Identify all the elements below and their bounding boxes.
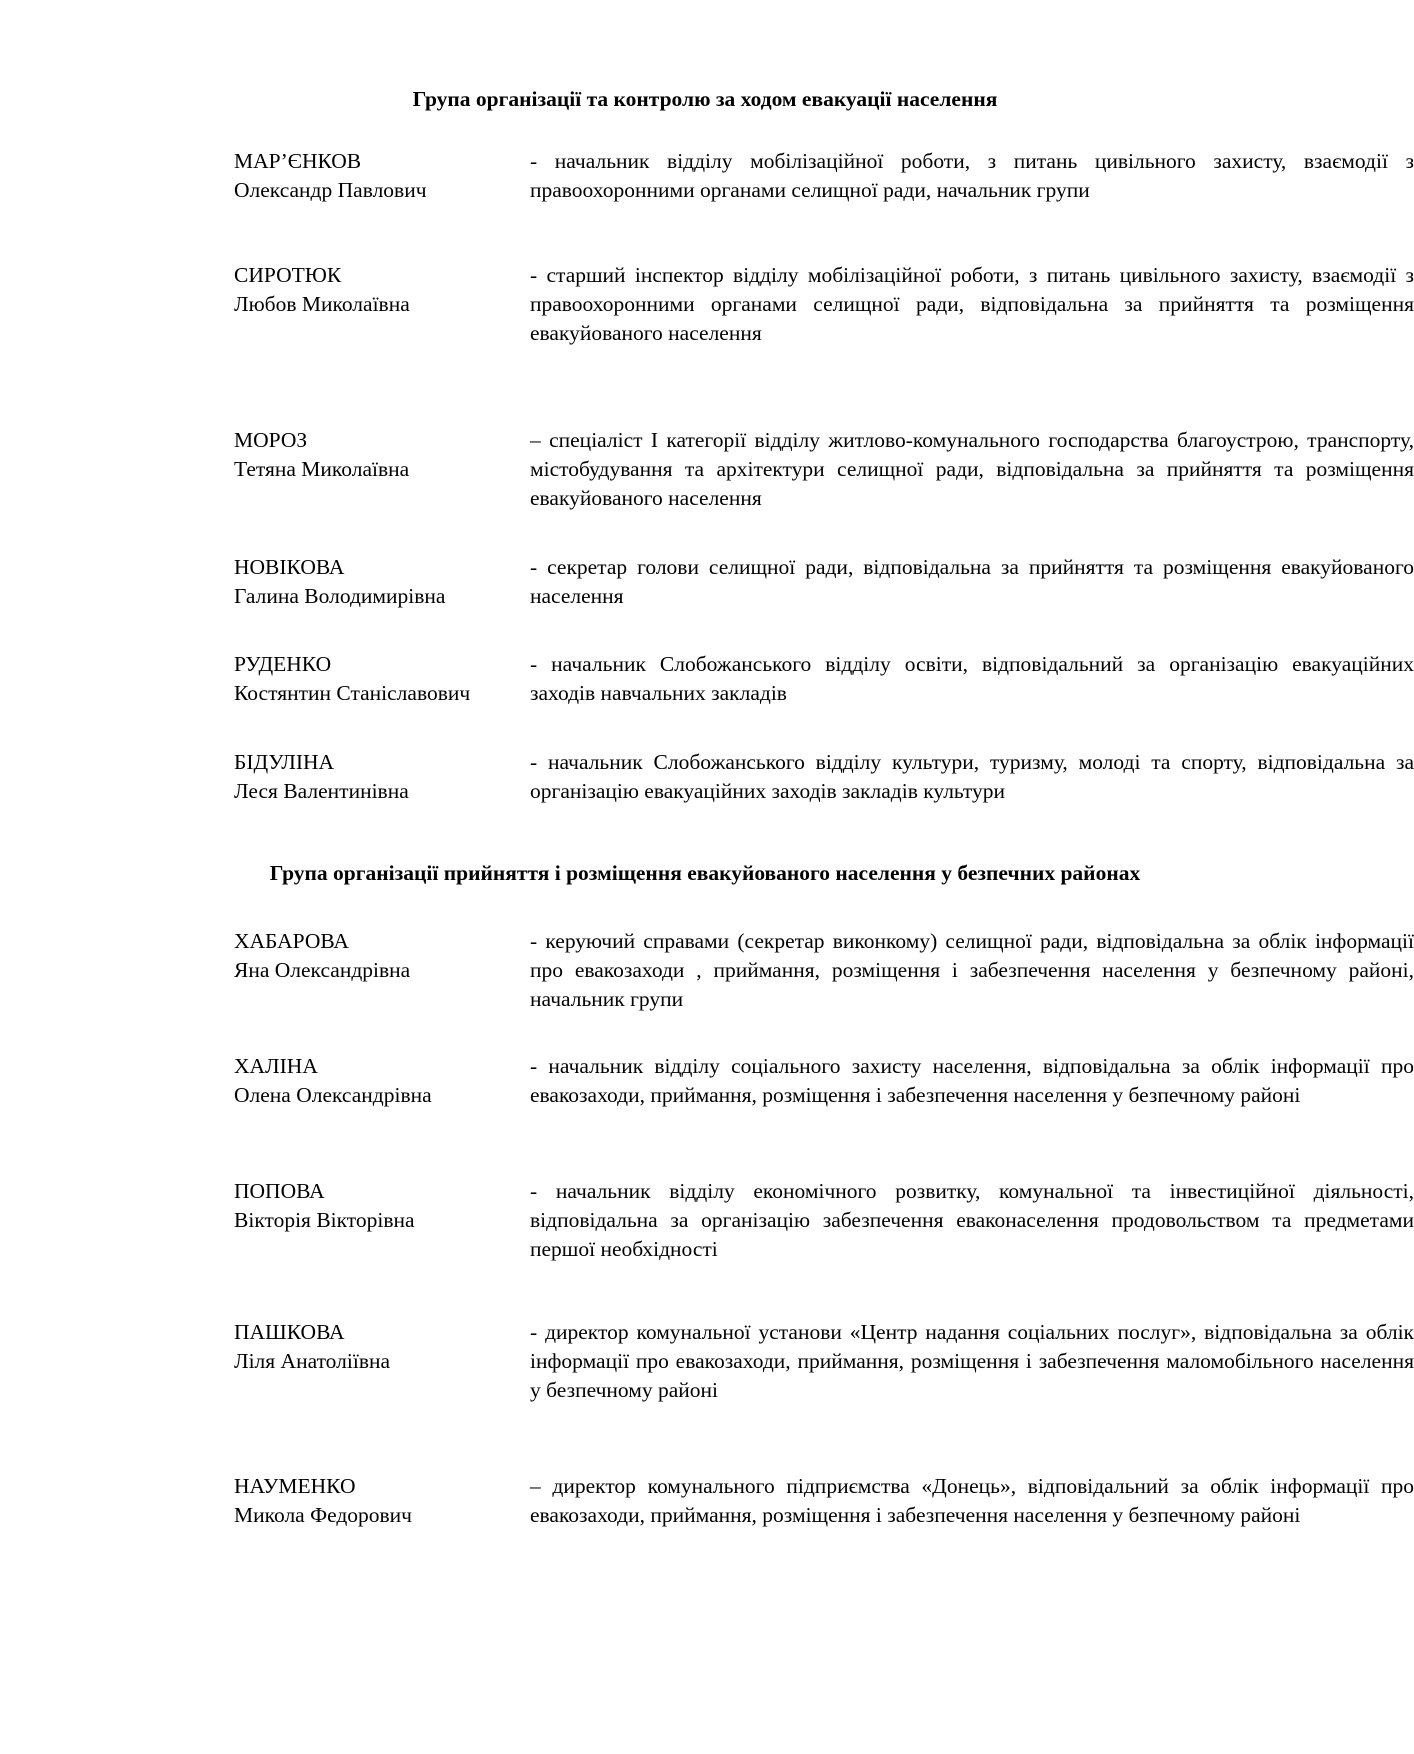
person-name (234, 748, 524, 806)
person-given-names: Костянтин Станіславович (234, 680, 471, 705)
person-role: - директор комунальної установи «Центр надання соціальних послуг», відповідальна за облік інформації про евакозаходи, приймання, розміщення і забезпечення маломобільного населення у безпечному районі (530, 1320, 1414, 1402)
person-surname: ПАШКОВА (234, 1320, 345, 1344)
person-role: - секретар голови селищної ради, відповідальна за прийняття та розміщення евакуйованого населення (530, 555, 1414, 608)
person-given-names: Микола Федорович (234, 1502, 412, 1527)
person-name (234, 1177, 524, 1235)
person-role: - старший інспектор відділу мобілізаційної роботи, з питань цивільного захисту, взаємодії з правоохоронними органами селищної ради, відповідальна за прийняття та розміщення евакуйованого населення (530, 263, 1414, 345)
person-given-names: Галина Володимирівна (234, 583, 446, 608)
person-name (234, 650, 524, 708)
person-given-names: Ліля Анатоліївна (234, 1348, 391, 1373)
person-given-names: Леся Валентинівна (234, 778, 409, 803)
person-role: – директор комунального підприємства «Донець», відповідальний за облік інформації про евакозаходи, приймання, розміщення і забезпечення населення у безпечному районі (530, 1474, 1414, 1527)
person-surname: МАР’ЄНКОВ (234, 149, 362, 173)
person-role: - начальник Слобожанського відділу освіти, відповідальний за організацію евакуаційних заходів навчальних закладів (530, 652, 1414, 705)
person-role: - начальник відділу мобілізаційної роботи, з питань цивільного захисту, взаємодії з правоохоронними органами селищної ради, начальник групи (530, 149, 1414, 202)
person-surname: ПОПОВА (234, 1179, 325, 1203)
person-surname: ХАБАРОВА (234, 929, 349, 953)
section-title-evacuation-control: Група організації та контролю за ходом евакуації населення (412, 87, 998, 111)
person-name (234, 426, 524, 484)
person-given-names: Вікторія Вікторівна (234, 1207, 415, 1232)
person-name (234, 553, 524, 611)
person-surname: НОВІКОВА (234, 555, 345, 579)
person-given-names: Яна Олександрівна (234, 957, 411, 982)
person-given-names: Олександр Павлович (234, 177, 427, 202)
person-name (234, 1052, 524, 1110)
person-name (234, 261, 524, 319)
person-role: - начальник відділу економічного розвитку, комунальної та інвестиційної діяльності, відповідальна за організацію забезпечення еваконаселення продовольством та предметами першої необхідності (530, 1179, 1414, 1261)
person-surname: НАУМЕНКО (234, 1474, 356, 1498)
person-surname: БІДУЛІНА (234, 750, 335, 774)
person-role: - начальник Слобожанського відділу культури, туризму, молоді та спорту, відповідальна за організацію евакуаційних заходів закладів культури (530, 750, 1414, 803)
person-role: – спеціаліст І категорії відділу житлово-комунального господарства благоустрою, транспорту, містобудування та архітектури селищної ради, відповідальна за прийняття та розміщення евакуйованого населення (530, 428, 1414, 510)
person-given-names: Олена Олександрівна (234, 1082, 432, 1107)
person-name (234, 1472, 524, 1530)
person-surname: СИРОТЮК (234, 263, 342, 287)
person-name (234, 1318, 524, 1376)
person-given-names: Любов Миколаївна (234, 291, 410, 316)
person-given-names: Тетяна Миколаївна (234, 456, 410, 481)
person-name (234, 927, 524, 985)
person-name (234, 147, 524, 205)
person-surname: ХАЛІНА (234, 1054, 318, 1078)
person-surname: РУДЕНКО (234, 652, 332, 676)
person-surname: МОРОЗ (234, 428, 308, 452)
section-title-reception-placement: Група організації прийняття і розміщення евакуйованого населення у безпечних районах (269, 861, 1141, 885)
person-role: - керуючий справами (секретар виконкому) селищної ради, відповідальна за облік інформації про евакозаходи , приймання, розміщення і забезпечення населення у безпечному районі, начальник групи (530, 929, 1414, 1011)
person-role: - начальник відділу соціального захисту населення, відповідальна за облік інформації про евакозаходи, приймання, розміщення і забезпечення населення у безпечному районі (530, 1054, 1414, 1107)
